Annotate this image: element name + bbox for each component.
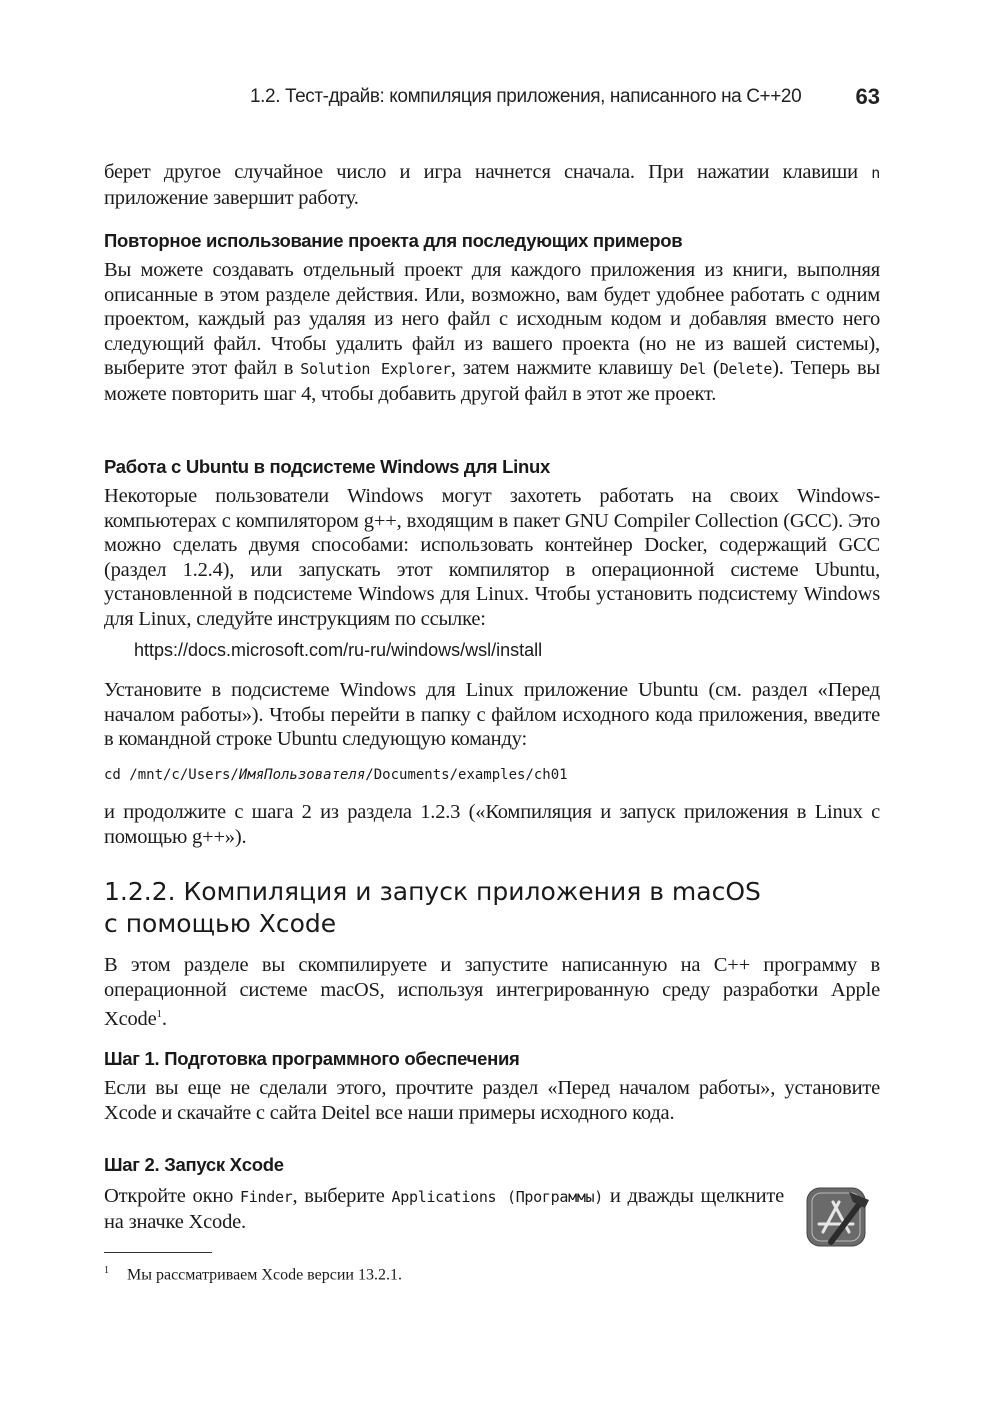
page-number: 63 [855, 84, 880, 109]
text: приложение завершит работу. [104, 186, 359, 209]
text: берет другое случайное число и игра начнется сначала. При нажатии клавиши [104, 161, 872, 183]
heading-reuse-project: Повторное использование проекта для последующих примеров [104, 230, 683, 251]
inline-code: Applications (Программы) [391, 1188, 604, 1206]
command-line [104, 766, 880, 784]
inline-code: Delete [719, 360, 773, 378]
section-heading [104, 876, 880, 940]
text: Вы можете создавать отдельный проект для каждого приложения из книги, выполняя описанные в этом разделе действия. Или, возможно, вам будет удобнее работать с одним проектом, каждый раз удаляя из него файл с исходным кодом и добавляя вместо него следующий файл. Чтобы удалить файл из вашего проекта (но не из вашей системы), выберите этот файл в [104, 259, 880, 379]
footnote-ref[interactable]: 1 [156, 1008, 162, 1020]
inline-code: Solution Explorer [300, 360, 451, 378]
heading-wsl: Работа с Ubuntu в подсистеме Windows для Linux [104, 456, 550, 477]
text: и дважды щелкните на значке Xcode. [104, 1185, 784, 1233]
xcode-app-icon [803, 1180, 875, 1252]
text: . [161, 1007, 167, 1030]
cmd-text: cd /mnt/c/Users/ [104, 767, 239, 783]
text: Откройте окно [104, 1185, 241, 1207]
inline-code: Del [679, 360, 707, 378]
paragraph-2 [104, 258, 880, 406]
section-heading-line: 1.2.2. Компиляция и запуск приложения в macOS [104, 877, 761, 906]
footnote-divider [104, 1252, 212, 1253]
section-heading-line: с помощью Xcode [104, 909, 337, 938]
footnote-text: Мы рассматриваем Xcode версии 13.2.1. [127, 1266, 402, 1284]
text: , выберите [292, 1185, 392, 1207]
paragraph-5: и продолжите с шага 2 из раздела 1.2.3 («Компиляция и запуск приложения в Linux с помощью g++»). [104, 801, 880, 848]
paragraph-6 [104, 953, 880, 1031]
heading-step-2: Шаг 2. Запуск Xcode [104, 1154, 284, 1175]
text: ( [706, 357, 720, 379]
text: , затем нажмите клавишу [450, 357, 680, 379]
inline-code: Finder [240, 1188, 293, 1206]
inline-code: n [871, 164, 880, 182]
heading-step-1: Шаг 1. Подготовка программного обеспечения [104, 1048, 520, 1069]
footnote-mark: 1 [104, 1265, 109, 1276]
paragraph-3: Некоторые пользователи Windows могут захотеть работать на своих Windows-компьютерах с компилятором g++, входящим в пакет GNU Compiler Collection (GCC). Это можно сделать двумя способами: использовать контейнер Docker, содержащий GCC (раздел 1.2.4), или запускать этот компилятор в операционной системе Ubuntu, установленной в подсистеме Windows для Linux. Чтобы установить подсистему Windows для Linux, следуйте инструкциям по ссылке: [104, 485, 880, 630]
paragraph-1 [104, 160, 880, 210]
wsl-install-link[interactable]: https://docs.microsoft.com/ru-ru/windows/wsl/install [134, 640, 543, 660]
footnote [104, 1265, 402, 1284]
header-title: 1.2. Тест-драйв: компиляция приложения, написанного на C++20 [250, 86, 802, 107]
paragraph-8 [104, 1184, 784, 1234]
paragraph-7: Если вы еще не сделали этого, прочтите раздел «Перед началом работы», установите Xcode и скачайте с сайта Deitel все наши примеры исходного кода. [104, 1077, 880, 1124]
text: ). Теперь вы можете повторить шаг 4, чтобы добавить другой файл в этот же проект. [104, 357, 880, 405]
text: В этом разделе вы скомпилируете и запустите написанную на C++ программу в операционной системе macOS, используя интегрированную среду разработки Apple Xcode [104, 954, 880, 1030]
paragraph-4: Установите в подсистеме Windows для Linux приложение Ubuntu (см. раздел «Перед началом работы»). Чтобы перейти в папку с файлом исходного кода приложения, введите в командной строке Ubuntu следующую команду: [104, 679, 880, 750]
cmd-placeholder: ИмяПользователя [238, 767, 366, 783]
cmd-text: /Documents/examples/ch01 [365, 767, 568, 783]
